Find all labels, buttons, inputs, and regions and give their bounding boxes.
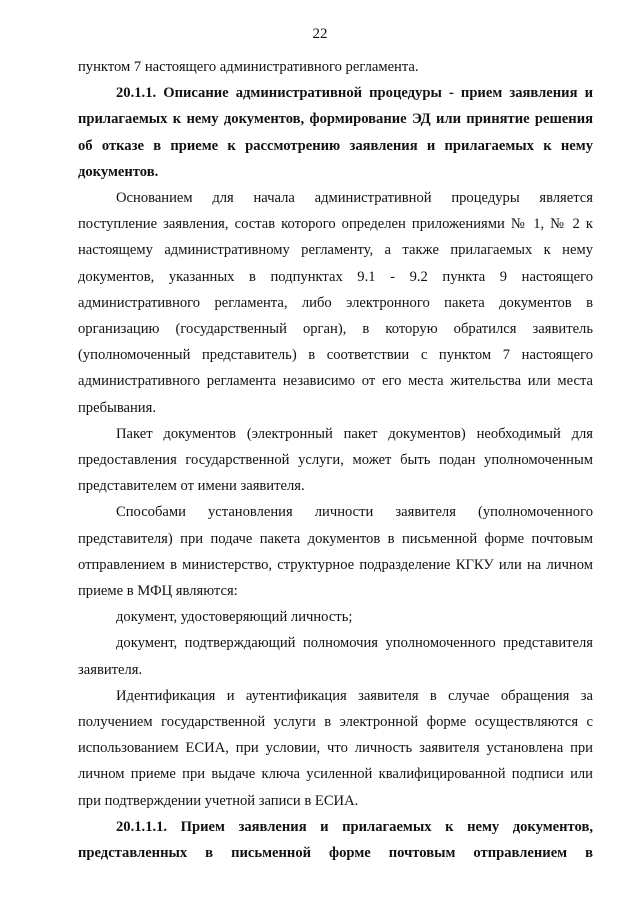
page-number: 22	[312, 26, 328, 42]
list-item-authority-document: документ, подтверждающий полномочия уполномоченного представителя заявителя.	[78, 635, 593, 678]
document-body	[78, 54, 593, 866]
paragraph-continuation: пунктом 7 настоящего административного регламента.	[78, 59, 419, 75]
paragraph-esia-authentication: Идентификация и аутентификация заявителя в случае обращения за получением государственной услуги в электронной форме осуществляются с использованием ЕСИА, при условии, что личность заявителя установлена при личном приеме при выдаче ключа усиленной квалифицированной подписи или при подтверждении учетной записи в ЕСИА.	[78, 687, 593, 809]
section-heading-20-1-1-1: 20.1.1.1. Прием заявления и прилагаемых к нему документов, представленных в письменной форме почтовым отправлением в	[78, 818, 593, 862]
paragraph-identification-methods: Способами установления личности заявителя (уполномоченного представителя) при подаче пакета документов в письменной форме почтовым отправлением в министерство, структурное подразделение КГКУ или на личном приеме в МФЦ являются:	[78, 504, 593, 600]
section-heading-20-1-1: 20.1.1. Описание административной процедуры - прием заявления и прилагаемых к нему документов, формирование ЭД или принятие решения об отказе в приеме к рассмотрению заявления и прилагаемых к нему документов.	[78, 85, 593, 180]
paragraph-package: Пакет документов (электронный пакет документов) необходимый для предоставления государственной услуги, может быть подан уполномоченным представителем от имени заявителя.	[78, 425, 593, 495]
list-item-identity-document: документ, удостоверяющий личность;	[116, 609, 353, 626]
paragraph-basis: Основанием для начала административной процедуры является поступление заявления, состав которого определен приложениями № 1, № 2 к настоящему административному регламенту, а также прилагаемых к нему документов, указанных в подпунктах 9.1 - 9.2 пункта 9 настоящего административного регламента, либо электронного пакета документов в организацию (государственный орган), в которую обратился заявитель (уполномоченный представитель) в соответствии с пунктом 7 настоящего административного регламента независимо от его места жительства или места пребывания.	[78, 190, 593, 416]
